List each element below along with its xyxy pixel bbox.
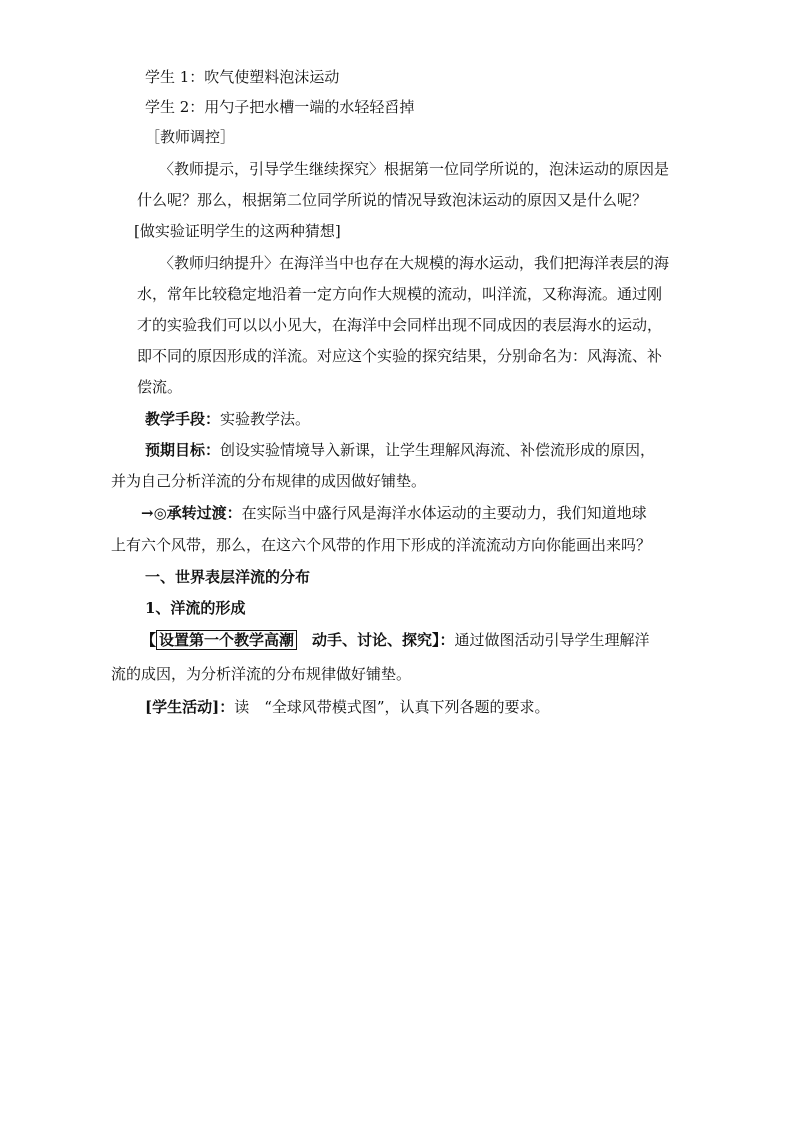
text-line: [141, 503, 647, 523]
text-line: 什么呢？那么，根据第二位同学所说的情况导致泡沫运动的原因又是什么呢？: [137, 191, 648, 209]
text-line: 才的实验我们可以以小见大，在海洋中会同样出现不同成因的表层海水的运动，: [137, 316, 663, 334]
boxed-highlight: 设置第一个教学高潮: [156, 630, 297, 650]
text-line: 〈教师提示，引导学生继续探究〉根据第一位同学所说的，泡沫运动的原因是: [159, 160, 670, 178]
text-span: 创设实验情境导入新课，让学生理解风海流、补偿流形成的原因，: [220, 441, 656, 459]
label-teaching-method: 教学手段：: [145, 410, 221, 428]
text-span: 在实际当中盛行风是海洋水体运动的主要动力，我们知道地球: [241, 504, 647, 522]
text-span: 读 “全球风带模式图”，认真下列各题的要求。: [234, 698, 550, 716]
text-span: 通过做图活动引导学生理解洋: [454, 631, 650, 649]
text-line: 〈教师归纳提升〉在海洋当中也存在大规模的海水运动，我们把海洋表层的海: [159, 254, 670, 272]
text-line: 偿流。: [137, 378, 183, 396]
text-line: ［教师调控］: [145, 128, 236, 146]
text-line: 流的成因，为分析洋流的分布规律做好铺垫。: [111, 665, 412, 683]
bracket: 【: [141, 631, 157, 649]
label-student-activity: [学生活动]：: [145, 698, 235, 716]
text-line: 即不同的原因形成的洋流。对应这个实验的探究结果，分别命名为：风海流、补: [137, 347, 663, 365]
text-line: 上有六个风带，那么，在这六个风带的作用下形成的洋流流动方向你能画出来吗？: [111, 536, 652, 554]
text-line: [做实验证明学生的这两种猜想]: [134, 222, 341, 240]
text-line: [141, 630, 650, 650]
text-line: [145, 409, 310, 429]
subsection-heading: 1、洋流的形成: [145, 599, 246, 617]
bold-span: 动手、讨论、探究】：: [297, 631, 455, 649]
text-line: 学生 1：吹气使塑料泡沫运动: [145, 68, 340, 86]
text-line: 并为自己分析洋流的分布规律的成因做好铺垫。: [111, 472, 427, 490]
text-line: 学生 2：用勺子把水槽一端的水轻轻舀掉: [145, 98, 415, 116]
label-transition: →◎承转过渡：: [141, 504, 242, 522]
text-line: [145, 440, 655, 460]
section-heading: 一、世界表层洋流的分布: [145, 568, 311, 586]
text-span: 实验教学法。: [220, 410, 311, 428]
label-expected-goal: 预期目标：: [145, 441, 221, 459]
text-line: 水，常年比较稳定地沿着一定方向作大规模的流动，叫洋流，又称海流。通过刚: [137, 285, 663, 303]
text-line: [145, 697, 550, 717]
